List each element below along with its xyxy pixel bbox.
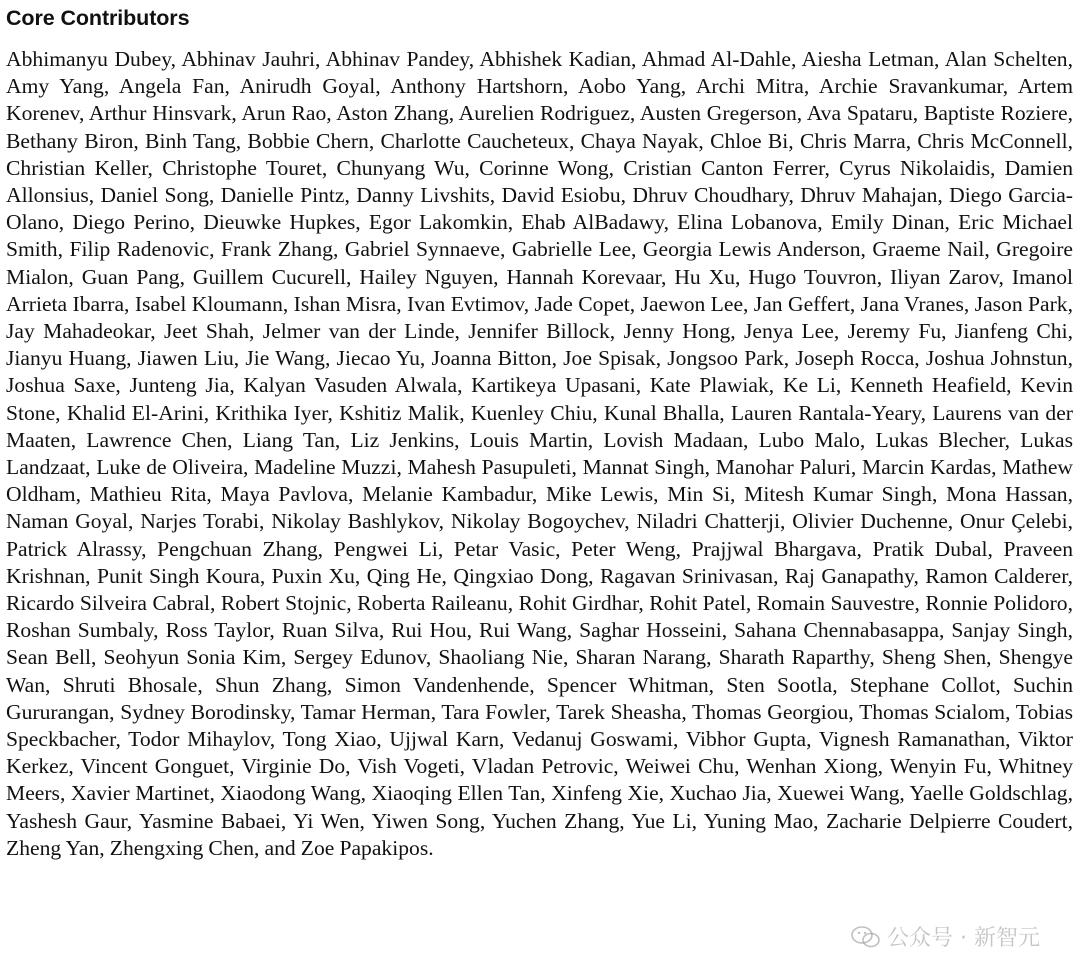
wechat-icon	[851, 925, 881, 949]
watermark	[851, 921, 1040, 952]
contributors-paragraph: Abhimanyu Dubey, Abhinav Jauhri, Abhinav Pandey, Abhishek Kadian, Ahmad Al-Dahle, Aiesha Letman, Alan Schelten, Amy Yang, Angela Fan, Anirudh Goyal, Anthony Hartshorn, Aobo Yang, Archi Mitra, Archie Sravankumar, Artem Korenev, Arthur Hinsvark, Arun Rao, Aston Zhang, Aurelien Rodriguez, Austen Gregerson, Ava Spataru, Baptiste Roziere, Bethany Biron, Binh Tang, Bobbie Chern, Charlotte Caucheteux, Chaya Nayak, Chloe Bi, Chris Marra, Chris McConnell, Christian Keller, Christophe Touret, Chunyang Wu, Corinne Wong, Cristian Canton Ferrer, Cyrus Nikolaidis, Damien Allonsius, Daniel Song, Danielle Pintz, Danny Livshits, David Esiobu, Dhruv Choudhary, Dhruv Mahajan, Diego Garcia-Olano, Diego Perino, Dieuwke Hupkes, Egor Lakomkin, Ehab AlBadawy, Elina Lobanova, Emily Dinan, Eric Michael Smith, Filip Radenovic, Frank Zhang, Gabriel Synnaeve, Gabrielle Lee, Georgia Lewis Anderson, Graeme Nail, Gregoire Mialon, Guan Pang, Guillem Cucurell, Hailey Nguyen, Hannah Korevaar, Hu Xu, Hugo Touvron, Iliyan Zarov, Imanol Arrieta Ibarra, Isabel Kloumann, Ishan Misra, Ivan Evtimov, Jade Copet, Jaewon Lee, Jan Geffert, Jana Vranes, Jason Park, Jay Mahadeokar, Jeet Shah, Jelmer van der Linde, Jennifer Billock, Jenny Hong, Jenya Lee, Jeremy Fu, Jianfeng Chi, Jianyu Huang, Jiawen Liu, Jie Wang, Jiecao Yu, Joanna Bitton, Joe Spisak, Jongsoo Park, Joseph Rocca, Joshua Johnstun, Joshua Saxe, Junteng Jia, Kalyan Vasuden Alwala, Kartikeya Upasani, Kate Plawiak, Ke Li, Kenneth Heafield, Kevin Stone, Khalid El-Arini, Krithika Iyer, Kshitiz Malik, Kuenley Chiu, Kunal Bhalla, Lauren Rantala-Yeary, Laurens van der Maaten, Lawrence Chen, Liang Tan, Liz Jenkins, Louis Martin, Lovish Madaan, Lubo Malo, Lukas Blecher, Lukas Landzaat, Luke de Oliveira, Madeline Muzzi, Mahesh Pasupuleti, Mannat Singh, Manohar Paluri, Marcin Kardas, Mathew Oldham, Mathieu Rita, Maya Pavlova, Melanie Kambadur, Mike Lewis, Min Si, Mitesh Kumar Singh, Mona Hassan, Naman Goyal, Narjes Torabi, Nikolay Bashlykov, Nikolay Bogoychev, Niladri Chatterji, Olivier Duchenne, Onur Çelebi, Patrick Alrassy, Pengchuan Zhang, Pengwei Li, Petar Vasic, Peter Weng, Prajjwal Bhargava, Pratik Dubal, Praveen Krishnan, Punit Singh Koura, Puxin Xu, Qing He, Qingxiao Dong, Ragavan Srinivasan, Raj Ganapathy, Ramon Calderer, Ricardo Silveira Cabral, Robert Stojnic, Roberta Raileanu, Rohit Girdhar, Rohit Patel, Romain Sauvestre, Ronnie Polidoro, Roshan Sumbaly, Ross Taylor, Ruan Silva, Rui Hou, Rui Wang, Saghar Hosseini, Sahana Chennabasappa, Sanjay Singh, Sean Bell, Seohyun Sonia Kim, Sergey Edunov, Shaoliang Nie, Sharan Narang, Sharath Raparthy, Sheng Shen, Shengye Wan, Shruti Bhosale, Shun Zhang, Simon Vandenhende, Spencer Whitman, Sten Sootla, Stephane Collot, Suchin Gururangan, Sydney Borodinsky, Tamar Herman, Tara Fowler, Tarek Sheasha, Thomas Georgiou, Thomas Scialom, Tobias Speckbacher, Todor Mihaylov, Tong Xiao, Ujjwal Karn, Vedanuj Goswami, Vibhor Gupta, Vignesh Ramanathan, Viktor Kerkez, Vincent Gonguet, Virginie Do, Vish Vogeti, Vladan Petrovic, Weiwei Chu, Wenhan Xiong, Wenyin Fu, Whitney Meers, Xavier Martinet, Xiaodong Wang, Xiaoqing Ellen Tan, Xinfeng Xie, Xuchao Jia, Xuewei Wang, Yaelle Goldschlag, Yashesh Gaur, Yasmine Babaei, Yi Wen, Yiwen Song, Yuchen Zhang, Yue Li, Yuning Mao, Zacharie Delpierre Coudert, Zheng Yan, Zhengxing Chen, and Zoe Papakipos.	[6, 47, 1073, 860]
watermark-text: 公众号 · 新智元	[887, 926, 1040, 951]
section-heading: Core Contributors	[6, 6, 190, 30]
